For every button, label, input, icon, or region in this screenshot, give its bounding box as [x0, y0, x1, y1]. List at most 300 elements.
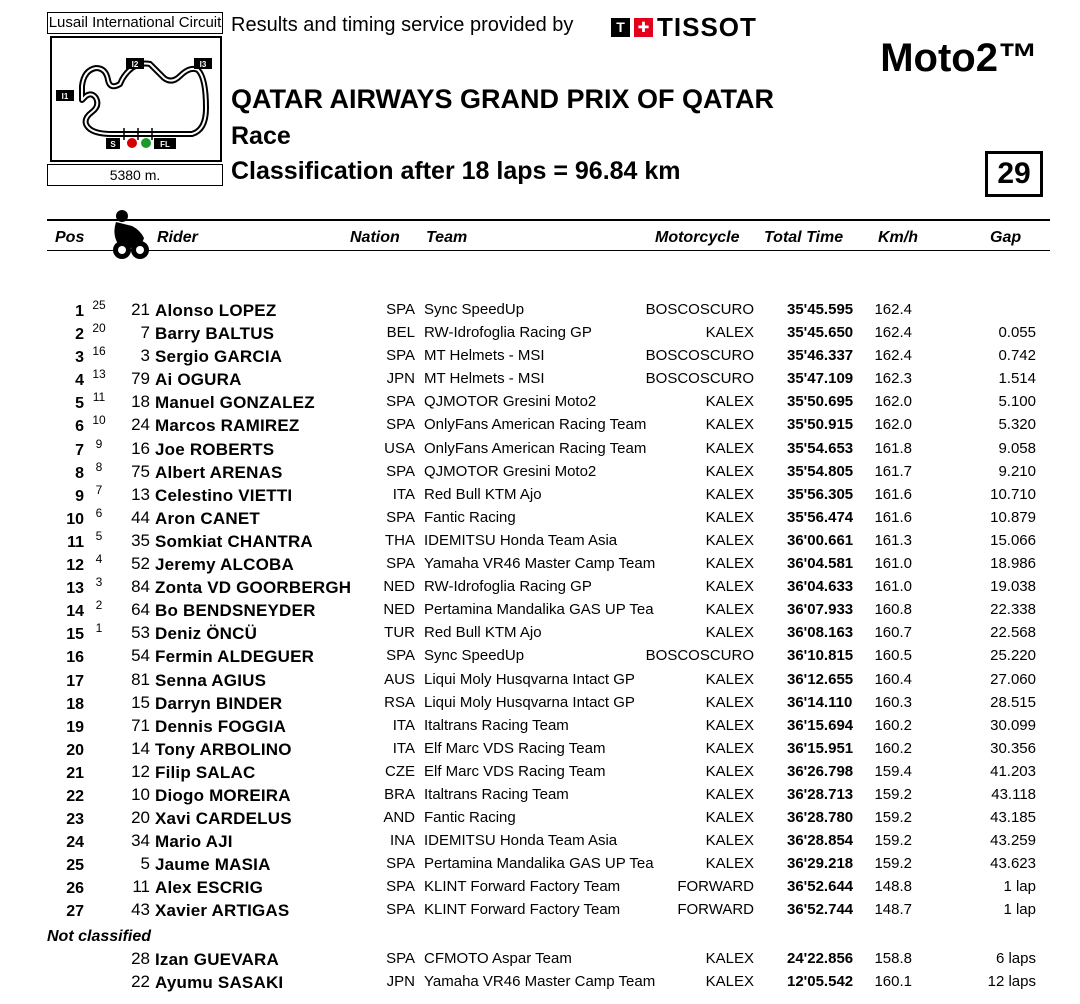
swiss-cross-icon: ✚: [634, 18, 653, 37]
rider-number: 84: [131, 577, 150, 597]
team: Pertamina Mandalika GAS UP Tea: [424, 601, 654, 619]
points: 7: [95, 482, 103, 497]
position: 22: [66, 787, 84, 805]
motorcycle: BOSCOSCURO: [645, 301, 754, 318]
rider-number: 64: [131, 600, 150, 620]
position: 7: [75, 441, 84, 459]
position: 6: [75, 418, 84, 436]
motorcycle: KALEX: [705, 832, 754, 850]
gap: 0.055: [998, 324, 1036, 342]
team: Italtrans Racing Team: [424, 716, 569, 734]
team: RW-Idrofoglia Racing GP: [424, 578, 592, 596]
gap: 1 lap: [1003, 901, 1036, 919]
total-time: 36'26.798: [787, 762, 854, 780]
gap: 12 laps: [987, 973, 1036, 991]
table-row: [0, 390, 1080, 413]
nation: BRA: [384, 785, 415, 803]
rider-name: Tony ARBOLINO: [155, 739, 292, 759]
table-row: [0, 947, 1080, 970]
points: 25: [92, 298, 106, 312]
points: 9: [95, 436, 103, 451]
team: CFMOTO Aspar Team: [424, 950, 572, 967]
team: RW-Idrofoglia Racing GP: [424, 324, 592, 342]
motorcycle: KALEX: [705, 670, 754, 688]
svg-text:I3: I3: [199, 60, 207, 69]
motorcycle: KALEX: [705, 693, 754, 711]
rider-number: 54: [131, 646, 150, 666]
table-row: [0, 321, 1080, 344]
rider-name: Joe ROBERTS: [155, 439, 275, 459]
total-time: 35'54.805: [787, 462, 854, 480]
nation: SPA: [386, 855, 415, 873]
nation: NED: [383, 578, 415, 596]
gap: 18.986: [990, 555, 1036, 573]
motorcycle: KALEX: [705, 785, 754, 803]
tissot-t-icon: T: [611, 18, 630, 37]
speed: 160.3: [874, 693, 912, 711]
column-header-total-time: Total Time: [764, 229, 844, 246]
nation: SPA: [386, 555, 415, 573]
team: Fantic Racing: [424, 508, 516, 526]
rider-name: Senna AGIUS: [155, 670, 267, 690]
rider-name: Darryn BINDER: [155, 693, 283, 713]
total-time: 36'12.655: [787, 670, 854, 688]
table-row: [0, 575, 1080, 598]
speed: 148.7: [874, 901, 912, 919]
total-time: 36'15.951: [787, 739, 854, 757]
nation: SPA: [386, 878, 415, 896]
total-time: 36'07.933: [787, 601, 854, 619]
svg-text:I2: I2: [131, 60, 139, 69]
team: Yamaha VR46 Master Camp Team: [424, 973, 656, 991]
rider-number: 10: [131, 784, 150, 804]
speed: 160.2: [874, 739, 912, 757]
total-time: 35'45.595: [787, 301, 854, 318]
total-time: 36'28.854: [787, 832, 854, 850]
team: KLINT Forward Factory Team: [424, 901, 621, 919]
motorcycle: KALEX: [705, 624, 754, 642]
rider-number: 7: [140, 323, 150, 343]
speed: 161.7: [874, 462, 912, 480]
rider-number: 13: [131, 484, 150, 504]
table-row: [0, 806, 1080, 829]
table-row: [0, 460, 1080, 483]
circuit-map: [50, 36, 222, 162]
total-time: 36'52.644: [787, 878, 854, 896]
total-time: 36'10.815: [787, 647, 854, 665]
column-header-gap: Gap: [990, 229, 1022, 246]
position: 8: [75, 464, 84, 482]
rider-number: 24: [131, 415, 150, 435]
points: 16: [92, 344, 106, 359]
nation: AND: [383, 809, 415, 827]
rider-name: Ayumu SASAKI: [155, 973, 284, 993]
motorcycle: KALEX: [705, 485, 754, 503]
track-layout-icon: [52, 38, 220, 160]
motorcycle: KALEX: [705, 950, 754, 967]
motorcycle: KALEX: [705, 531, 754, 549]
position: 9: [75, 487, 84, 505]
motorcycle: KALEX: [705, 439, 754, 457]
team: Yamaha VR46 Master Camp Team: [424, 555, 656, 573]
speed: 162.4: [874, 324, 912, 342]
speed: 160.4: [874, 670, 912, 688]
points: 10: [92, 413, 106, 428]
rider-number: 28: [131, 949, 150, 968]
position: 21: [66, 764, 84, 782]
speed: 161.0: [874, 555, 912, 573]
motorcycle: KALEX: [705, 739, 754, 757]
position: 12: [66, 557, 84, 575]
rider-number: 79: [131, 369, 150, 389]
rider-name: Manuel GONZALEZ: [155, 393, 315, 413]
speed: 160.5: [874, 647, 912, 665]
total-time: 35'50.915: [787, 416, 854, 434]
rider-name: Ai OGURA: [155, 370, 242, 390]
motorcycle: BOSCOSCURO: [645, 370, 754, 388]
speed: 161.6: [874, 485, 912, 503]
rider-name: Somkiat CHANTRA: [155, 531, 313, 551]
gap: 15.066: [990, 531, 1036, 549]
rider-name: Sergio GARCIA: [155, 347, 283, 367]
gap: 1.514: [998, 370, 1036, 388]
nation: RSA: [384, 693, 415, 711]
rider-number: 12: [131, 761, 150, 781]
gap: 9.210: [998, 462, 1036, 480]
speed: 160.1: [874, 973, 912, 991]
total-time: 36'14.110: [787, 693, 853, 711]
position: 5: [75, 395, 84, 413]
team: Liqui Moly Husqvarna Intact GP: [424, 670, 635, 688]
points: 3: [95, 575, 103, 590]
rider-name: Jaume MASIA: [155, 855, 271, 875]
nation: SPA: [386, 462, 415, 480]
team: Italtrans Racing Team: [424, 785, 569, 803]
speed: 160.7: [874, 624, 912, 642]
svg-text:S: S: [110, 140, 116, 149]
team: IDEMITSU Honda Team Asia: [424, 832, 618, 850]
not-classified-label: Not classified: [47, 928, 152, 945]
team: Elf Marc VDS Racing Team: [424, 739, 606, 757]
table-row: [0, 437, 1080, 460]
gap: 10.879: [990, 508, 1036, 526]
position: 18: [66, 695, 84, 713]
total-time: 35'46.337: [787, 347, 854, 365]
points: 8: [95, 459, 103, 474]
team: MT Helmets - MSI: [424, 347, 545, 365]
speed: 162.3: [874, 370, 912, 388]
nation: SPA: [386, 901, 415, 919]
points: 2: [95, 598, 103, 613]
table-row: [0, 644, 1080, 667]
speed: 159.4: [874, 762, 912, 780]
nation: SPA: [386, 301, 415, 318]
speed: 159.2: [874, 832, 912, 850]
rider-name: Xavier ARTIGAS: [155, 901, 290, 921]
position: 19: [66, 718, 84, 736]
team: Pertamina Mandalika GAS UP Tea: [424, 855, 654, 873]
motorcycle: KALEX: [705, 762, 754, 780]
nation: THA: [385, 531, 415, 549]
rider-number: 81: [131, 669, 150, 689]
position: 13: [66, 580, 84, 598]
table-row: [0, 875, 1080, 898]
rider-name: Aron CANET: [155, 508, 260, 528]
rider-name: Mario AJI: [155, 832, 233, 852]
motorcycle: BOSCOSCURO: [645, 647, 754, 665]
table-row: [0, 529, 1080, 552]
rider-name: Alonso LOPEZ: [155, 301, 277, 320]
motorcycle: KALEX: [705, 555, 754, 573]
table-row: [0, 898, 1080, 921]
rider-number: 5: [140, 854, 150, 874]
gap: 0.742: [998, 347, 1036, 365]
total-time: 35'50.695: [787, 393, 854, 411]
nation: NED: [383, 601, 415, 619]
column-header-rider: Rider: [157, 229, 198, 246]
motorcycle: KALEX: [705, 809, 754, 827]
table-row: [0, 737, 1080, 760]
total-time: 24'22.856: [787, 950, 854, 967]
gap: 22.568: [990, 624, 1036, 642]
total-time: 35'45.650: [787, 324, 854, 342]
speed: 161.6: [874, 508, 912, 526]
timing-provider-text: Results and timing service provided by: [231, 14, 574, 36]
total-time: 36'29.218: [787, 855, 854, 873]
position: 15: [66, 626, 84, 644]
team: OnlyFans American Racing Team: [424, 416, 647, 434]
nation: SPA: [386, 508, 415, 526]
position: 17: [66, 672, 84, 690]
points: 13: [92, 367, 106, 382]
rider-number: 22: [131, 972, 150, 992]
team: Red Bull KTM Ajo: [424, 624, 542, 642]
points: 20: [92, 321, 106, 336]
total-time: 35'47.109: [787, 370, 854, 388]
column-header-nation: Nation: [350, 229, 400, 246]
motorcycle: KALEX: [705, 324, 754, 342]
rider-number: 15: [131, 692, 150, 712]
team: Elf Marc VDS Racing Team: [424, 762, 606, 780]
position: 23: [66, 811, 84, 829]
rider-number: 53: [131, 623, 150, 643]
motorcycle: KALEX: [705, 393, 754, 411]
motorcycle: KALEX: [705, 462, 754, 480]
speed: 162.4: [874, 301, 912, 318]
gap: 9.058: [998, 439, 1036, 457]
total-time: 36'08.163: [787, 624, 854, 642]
timing-brand: TISSOT: [657, 12, 757, 42]
nation: ITA: [392, 739, 415, 757]
team: Sync SpeedUp: [424, 647, 525, 665]
points: 5: [95, 528, 103, 543]
position: 16: [66, 649, 84, 667]
nation: USA: [384, 439, 415, 457]
speed: 161.0: [874, 578, 912, 596]
speed: 159.2: [874, 785, 912, 803]
gap: 28.515: [990, 693, 1036, 711]
nation: SPA: [386, 950, 415, 967]
circuit-length: 5380 m.: [47, 164, 223, 186]
motorcycle: KALEX: [705, 416, 754, 434]
nation: BEL: [386, 324, 415, 342]
column-header-motorcycle: Motorcycle: [655, 229, 740, 246]
table-row: [0, 413, 1080, 436]
rider-name: Diogo MOREIRA: [155, 785, 291, 805]
rider-name: Alex ESCRIG: [155, 878, 264, 898]
position: 14: [66, 603, 84, 621]
position: 4: [75, 372, 84, 390]
rider-number: 44: [131, 507, 150, 527]
nation: SPA: [386, 416, 415, 434]
table-row: [0, 760, 1080, 783]
rider-name: Deniz ÖNCÜ: [155, 624, 258, 644]
position: 26: [66, 880, 84, 898]
position: 25: [66, 857, 84, 875]
speed: 161.3: [874, 531, 912, 549]
table-row: [0, 483, 1080, 506]
total-time: 35'56.305: [787, 485, 854, 503]
motorcycle: KALEX: [705, 601, 754, 619]
rider-number: 35: [131, 530, 150, 550]
nation: SPA: [386, 647, 415, 665]
column-header-pos: Pos: [55, 229, 85, 246]
total-time: 36'52.744: [787, 901, 854, 919]
rider-name: Dennis FOGGIA: [155, 716, 287, 736]
gap: 5.320: [998, 416, 1036, 434]
speed: 162.4: [874, 347, 912, 365]
motorcycle: BOSCOSCURO: [645, 347, 754, 365]
gap: 41.203: [990, 762, 1036, 780]
rider-number: 18: [131, 392, 150, 412]
gap: 30.099: [990, 716, 1036, 734]
total-time: 36'28.713: [787, 785, 854, 803]
team: Red Bull KTM Ajo: [424, 485, 542, 503]
total-time: 36'28.780: [787, 809, 854, 827]
table-row: [0, 621, 1080, 644]
nation: CZE: [385, 762, 415, 780]
position: 27: [66, 903, 84, 921]
rider-name: Celestino VIETTI: [155, 485, 293, 505]
table-row: [0, 506, 1080, 529]
position: 3: [75, 349, 84, 367]
team: QJMOTOR Gresini Moto2: [424, 393, 597, 411]
gap: 43.623: [990, 855, 1036, 873]
rider-number: 52: [131, 554, 150, 574]
nation: JPN: [386, 973, 415, 991]
nation: INA: [389, 832, 415, 850]
points: 6: [95, 505, 103, 520]
nation: SPA: [386, 393, 415, 411]
speed: 160.8: [874, 601, 912, 619]
total-time: 36'04.633: [787, 578, 854, 596]
gap: 25.220: [990, 647, 1036, 665]
page-number: 29: [985, 151, 1043, 197]
table-row: [0, 829, 1080, 852]
speed: 162.0: [874, 416, 912, 434]
header-rule-bottom: [47, 250, 1050, 251]
total-time: 36'04.581: [787, 555, 854, 573]
nation: AUS: [384, 670, 415, 688]
gap: 1 lap: [1003, 878, 1036, 896]
motorcycle: KALEX: [705, 855, 754, 873]
nation: ITA: [392, 716, 415, 734]
rider-number: 11: [132, 877, 150, 897]
not-classified-table: [0, 947, 1080, 993]
table-row: [0, 714, 1080, 737]
rider-number: 43: [131, 900, 150, 920]
table-row: [0, 298, 1080, 321]
rider-name: Filip SALAC: [155, 762, 256, 782]
gap: 30.356: [990, 739, 1036, 757]
gap: 6 laps: [995, 950, 1036, 967]
gap: 43.259: [990, 832, 1036, 850]
table-row: [0, 344, 1080, 367]
position: 11: [67, 533, 84, 551]
motorcycle: FORWARD: [677, 901, 754, 919]
rider-number: 75: [131, 461, 150, 481]
circuit-name: Lusail International Circuit: [47, 12, 223, 34]
svg-text:I1: I1: [61, 92, 69, 101]
team: OnlyFans American Racing Team: [424, 439, 647, 457]
nation: SPA: [386, 347, 415, 365]
rider-number: 34: [131, 831, 150, 851]
rider-number: 71: [131, 715, 150, 735]
motorcycle: KALEX: [705, 578, 754, 596]
total-time: 36'15.694: [787, 716, 854, 734]
session-name: Race: [231, 122, 291, 150]
team: Liqui Moly Husqvarna Intact GP: [424, 693, 635, 711]
table-row: [0, 598, 1080, 621]
position: 10: [66, 510, 84, 528]
speed: 159.2: [874, 855, 912, 873]
team: QJMOTOR Gresini Moto2: [424, 462, 597, 480]
rider-name: Zonta VD GOORBERGH: [155, 578, 352, 598]
motorcycle: KALEX: [705, 508, 754, 526]
rider-name: Jeremy ALCOBA: [155, 555, 294, 575]
position: 2: [75, 326, 84, 344]
gap: 43.118: [991, 785, 1036, 803]
nation: JPN: [386, 370, 415, 388]
rider-number: 20: [131, 808, 150, 828]
table-row: [0, 852, 1080, 875]
rider-icon: [110, 208, 152, 262]
speed: 148.8: [874, 878, 912, 896]
team: IDEMITSU Honda Team Asia: [424, 531, 618, 549]
tissot-logo: [611, 12, 757, 42]
motorcycle: KALEX: [705, 973, 754, 991]
rider-name: Fermin ALDEGUER: [155, 647, 315, 667]
rider-name: Bo BENDSNEYDER: [155, 601, 316, 621]
total-time: 36'00.661: [787, 531, 854, 549]
rider-name: Barry BALTUS: [155, 324, 275, 344]
gap: 5.100: [998, 393, 1036, 411]
rider-name: Albert ARENAS: [155, 462, 283, 482]
team: MT Helmets - MSI: [424, 370, 545, 388]
speed: 159.2: [874, 809, 912, 827]
team: Sync SpeedUp: [424, 301, 525, 318]
rider-number: 14: [131, 738, 150, 758]
points: 1: [95, 621, 103, 636]
rider-number: 3: [140, 346, 150, 366]
rider-name: Xavi CARDELUS: [155, 809, 292, 829]
position: 24: [66, 834, 84, 852]
gap: 19.038: [990, 578, 1036, 596]
rider-name: Marcos RAMIREZ: [155, 416, 300, 436]
table-row: [0, 783, 1080, 806]
gap: 22.338: [990, 601, 1036, 619]
position: 20: [66, 741, 84, 759]
